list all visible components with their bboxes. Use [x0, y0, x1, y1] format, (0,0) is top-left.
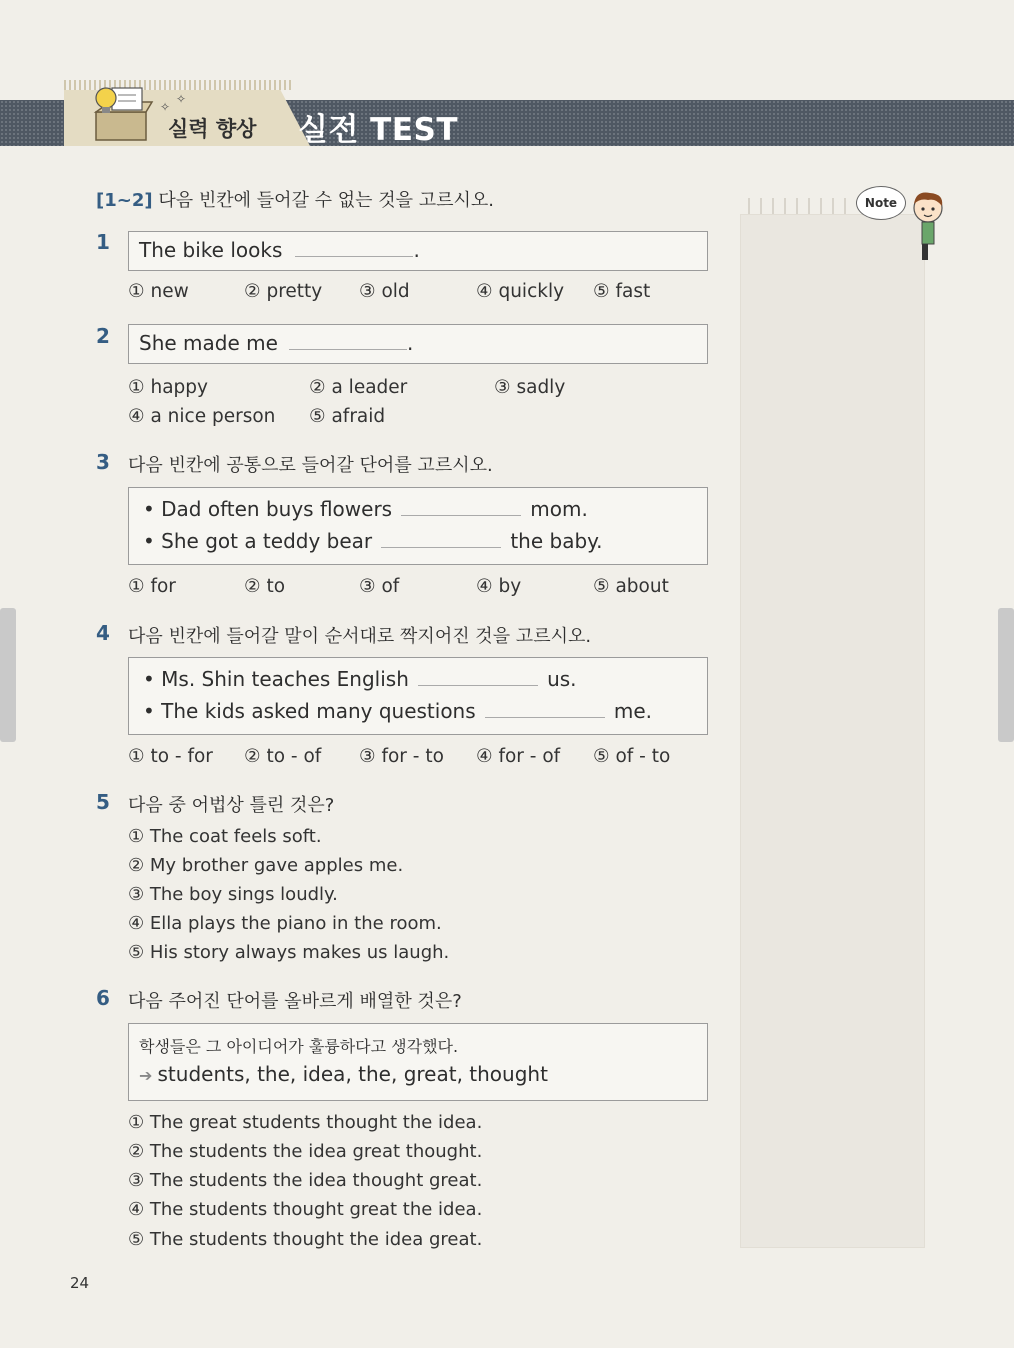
korean-sentence: 학생들은 그 아이디어가 훌륭하다고 생각했다.	[139, 1037, 459, 1056]
option-item[interactable]: ① happy	[128, 377, 208, 398]
option-item[interactable]: ⑤ about	[593, 576, 669, 597]
question-number: 4	[96, 621, 110, 645]
question-number: 3	[96, 450, 110, 474]
option-item[interactable]: ③ sadly	[494, 377, 566, 398]
option-item[interactable]: ⑤ of - to	[593, 746, 671, 767]
sentence-text: the baby.	[510, 529, 603, 553]
option-item[interactable]: ② The students the idea great thought.	[128, 1141, 483, 1162]
section-label: 실력 향상	[168, 117, 257, 141]
option-item[interactable]: ① new	[128, 281, 189, 302]
option-item[interactable]: ③ of	[359, 576, 400, 597]
option-item[interactable]: ② pretty	[244, 281, 323, 302]
question-box	[128, 487, 708, 565]
option-item[interactable]: ⑤ fast	[593, 281, 651, 302]
option-item[interactable]: ④ The students thought great the idea.	[128, 1199, 483, 1220]
answer-blank	[295, 255, 413, 257]
arrow-icon: ➔	[139, 1066, 153, 1085]
sentence-text: She made me	[139, 331, 278, 355]
answer-blank	[289, 348, 407, 350]
lightbulb-box-icon	[90, 82, 162, 144]
option-item[interactable]: ④ for - of	[476, 746, 561, 767]
question-number: 6	[96, 986, 110, 1010]
answer-blank	[401, 514, 521, 516]
word-list: students, the, idea, the, great, thought	[157, 1062, 548, 1086]
option-item[interactable]: ② a leader	[309, 377, 408, 398]
option-item[interactable]: ③ The students the idea thought great.	[128, 1170, 483, 1191]
sparkle-icon: ✧	[160, 100, 171, 114]
note-column	[740, 214, 925, 1248]
question-prompt: 다음 중 어법상 틀린 것은?	[128, 795, 335, 816]
option-item[interactable]: ④ a nice person	[128, 406, 276, 427]
option-item[interactable]: ① to - for	[128, 746, 213, 767]
option-item[interactable]: ① The coat feels soft.	[128, 826, 322, 847]
sentence-text: mom.	[530, 497, 588, 521]
note-decoration	[748, 198, 848, 214]
sentence-text: • She got a teddy bear	[143, 529, 373, 553]
sentence-text: me.	[613, 699, 652, 723]
left-side-tab[interactable]	[0, 608, 16, 742]
instruction	[96, 186, 494, 212]
option-item[interactable]: ② to - of	[244, 746, 322, 767]
answer-blank	[418, 684, 538, 686]
question-box	[128, 1023, 708, 1101]
option-item[interactable]: ⑤ His story always makes us laugh.	[128, 942, 450, 963]
option-item[interactable]: ④ by	[476, 576, 522, 597]
page-number: 24	[70, 1274, 90, 1292]
option-item[interactable]: ③ old	[359, 281, 410, 302]
instruction-text: 다음 빈칸에 들어갈 수 없는 것을 고르시오.	[158, 190, 494, 211]
instruction-range: [1~2]	[96, 190, 153, 211]
option-item[interactable]: ④ Ella plays the piano in the room.	[128, 913, 442, 934]
option-item[interactable]: ① for	[128, 576, 176, 597]
sentence-text: • Dad often buys flowers	[143, 497, 393, 521]
question-prompt: 다음 주어진 단어를 올바르게 배열한 것은?	[128, 991, 462, 1012]
question-number: 2	[96, 324, 110, 348]
question-box	[128, 231, 708, 271]
right-side-tab[interactable]	[998, 608, 1014, 742]
question-box	[128, 657, 708, 735]
question-box	[128, 324, 708, 364]
note-bubble: Note	[856, 186, 906, 220]
sentence-text: • The kids asked many questions	[143, 699, 476, 723]
sentence-text: us.	[547, 667, 577, 691]
sentence-text: The bike looks	[139, 238, 283, 262]
option-item[interactable]: ③ The boy sings loudly.	[128, 884, 338, 905]
answer-blank	[381, 546, 501, 548]
option-item[interactable]: ② to	[244, 576, 286, 597]
question-prompt: 다음 빈칸에 공통으로 들어갈 단어를 고르시오.	[128, 455, 493, 476]
option-item[interactable]: ④ quickly	[476, 281, 565, 302]
question-prompt: 다음 빈칸에 들어갈 말이 순서대로 짝지어진 것을 고르시오.	[128, 626, 592, 647]
sentence-end: .	[413, 238, 420, 262]
option-item[interactable]: ⑤ The students thought the idea great.	[128, 1229, 483, 1250]
sentence-end: .	[407, 331, 414, 355]
question-number: 1	[96, 230, 110, 254]
question-number: 5	[96, 790, 110, 814]
boy-character-icon	[906, 190, 952, 262]
option-item[interactable]: ② My brother gave apples me.	[128, 855, 404, 876]
option-item[interactable]: ③ for - to	[359, 746, 444, 767]
page-title: 실전 TEST	[298, 112, 458, 148]
option-item[interactable]: ⑤ afraid	[309, 406, 386, 427]
option-item[interactable]: ① The great students thought the idea.	[128, 1112, 483, 1133]
sentence-text: • Ms. Shin teaches English	[143, 667, 409, 691]
answer-blank	[485, 716, 605, 718]
sparkle-icon: ✧	[176, 92, 187, 106]
